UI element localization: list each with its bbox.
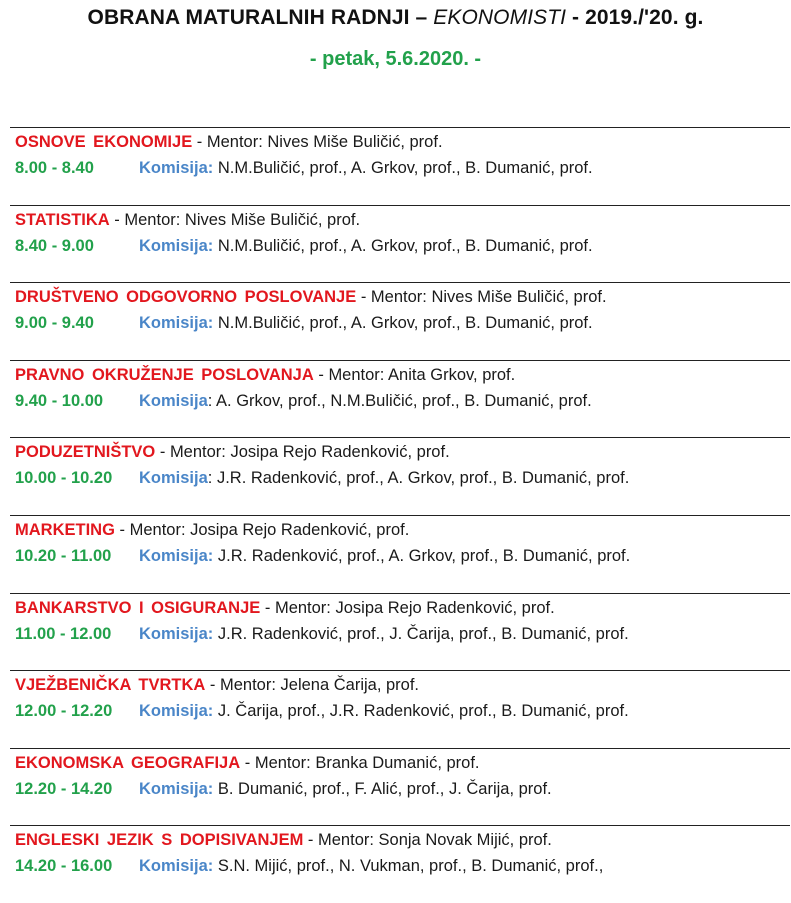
entry-heading: [15, 676, 419, 695]
entry-details: [15, 469, 629, 488]
separator: -: [313, 365, 329, 384]
title-italic: EKONOMISTI: [433, 6, 567, 29]
entry-details: [15, 159, 593, 178]
komisija-label: Komisija:: [139, 857, 214, 876]
separator: -: [109, 210, 125, 229]
subject-name: PODUZETNIŠTVO: [15, 443, 156, 462]
separator: -: [356, 288, 371, 307]
komisija-members: J.R. Radenković, prof., J. Čarija, prof., B. Dumanić, prof.: [213, 624, 629, 643]
separator: -: [303, 831, 319, 850]
entry-details: [15, 780, 552, 799]
schedule-entry: [10, 593, 790, 671]
subject-name: ENGLESKI JEZIK S DOPISIVANJEM: [15, 831, 304, 850]
entry-heading: [15, 521, 409, 540]
komisija-members: S.N. Mijić, prof., N. Vukman, prof., B. Dumanić, prof.,: [213, 857, 604, 876]
mentor-text: Mentor: Anita Grkov, prof.: [328, 365, 516, 384]
schedule-entry: [10, 670, 790, 748]
time-slot: 10.00 - 10.20: [15, 469, 113, 488]
time-slot: 11.00 - 12.00: [15, 624, 112, 643]
entry-heading: [15, 443, 450, 462]
komisija-members: J.R. Radenković, prof., A. Grkov, prof., B. Dumanić, prof.: [213, 546, 631, 565]
komisija-members: N.M.Buličić, prof., A. Grkov, prof., B. Dumanić, prof.: [213, 236, 593, 255]
schedule-entry: [10, 360, 790, 438]
entry-details: [15, 314, 593, 333]
schedule-entry: [10, 437, 790, 515]
separator: -: [114, 520, 130, 539]
mentor-text: Mentor: Nives Miše Buličić, prof.: [370, 288, 607, 307]
entry-heading: [15, 831, 552, 850]
entry-details: [15, 237, 593, 256]
komisija-label: Komisija:: [139, 236, 214, 255]
time-slot: 14.20 - 16.00: [15, 857, 113, 876]
subject-name: VJEŽBENIČKA TVRTKA: [15, 676, 206, 695]
komisija-label: Komisija:: [139, 624, 214, 643]
komisija-members: J. Čarija, prof., J.R. Radenković, prof., B. Dumanić, prof.: [213, 702, 629, 721]
subject-name: EKONOMSKA GEOGRAFIJA: [15, 753, 241, 772]
time-slot: 10.20 - 11.00: [15, 546, 112, 565]
schedule-entry: [10, 748, 790, 826]
subject-name: MARKETING: [15, 520, 115, 539]
mentor-text: Mentor: Josipa Rejo Radenković, prof.: [274, 598, 555, 617]
schedule-entry: [10, 127, 790, 205]
time-slot: 8.00 - 8.40: [15, 159, 94, 177]
page-title: [0, 6, 791, 30]
mentor-text: Mentor: Josipa Rejo Radenković, prof.: [169, 443, 450, 462]
schedule-entry: [10, 282, 790, 360]
separator: -: [155, 443, 170, 462]
komisija-label: Komisija:: [139, 314, 214, 333]
subject-name: PRAVNO OKRUŽENJE POSLOVANJA: [15, 365, 314, 384]
title-main: OBRANA MATURALNIH RADNJI –: [87, 6, 434, 29]
komisija-members: N.M.Buličić, prof., A. Grkov, prof., B. Dumanić, prof.: [213, 159, 593, 177]
komisija-members: B. Dumanić, prof., F. Alić, prof., J. Čarija, prof.: [213, 779, 552, 798]
entry-details: [15, 857, 603, 876]
komisija-label: Komisija:: [139, 702, 214, 721]
separator: -: [205, 676, 220, 695]
komisija-members: N.M.Buličić, prof., A. Grkov, prof., B. Dumanić, prof.: [213, 314, 593, 333]
komisija-label: Komisija: [139, 391, 208, 410]
entry-heading: [15, 288, 607, 307]
entry-heading: [15, 599, 555, 618]
schedule-entry: [10, 515, 790, 593]
subject-name: OSNOVE EKONOMIJE: [15, 133, 193, 151]
date-line: - petak, 5.6.2020. -: [309, 48, 482, 70]
time-slot: 9.40 - 10.00: [15, 391, 104, 410]
time-slot: 8.40 - 9.00: [15, 236, 94, 255]
mentor-text: Mentor: Jelena Čarija, prof.: [220, 676, 420, 695]
komisija-label: Komisija:: [139, 779, 214, 798]
time-slot: 9.00 - 9.40: [15, 314, 94, 333]
entry-details: [15, 702, 629, 721]
entry-heading: [15, 754, 480, 773]
subject-name: DRUŠTVENO ODGOVORNO POSLOVANJE: [15, 288, 357, 307]
schedule-entry: [10, 825, 790, 903]
entry-heading: [15, 366, 515, 385]
entry-heading: [15, 133, 443, 152]
time-slot: 12.20 - 14.20: [15, 779, 113, 798]
entry-details: [15, 392, 592, 411]
komisija-members: : A. Grkov, prof., N.M.Buličić, prof., B. Dumanić, prof.: [207, 391, 592, 410]
title-year: - 2019./'20. g.: [566, 6, 704, 29]
komisija-label: Komisija:: [139, 159, 214, 177]
mentor-text: Mentor: Nives Miše Buličić, prof.: [206, 133, 443, 151]
komisija-label: Komisija:: [139, 546, 214, 565]
entry-heading: [15, 211, 360, 230]
mentor-text: Mentor: Josipa Rejo Radenković, prof.: [129, 520, 410, 539]
schedule-entry: [10, 205, 790, 283]
mentor-text: Mentor: Sonja Novak Mijić, prof.: [318, 831, 552, 850]
komisija-members: : J.R. Radenković, prof., A. Grkov, prof., B. Dumanić, prof.: [207, 469, 630, 488]
komisija-label: Komisija: [139, 469, 208, 488]
time-slot: 12.00 - 12.20: [15, 702, 113, 721]
separator: -: [240, 753, 255, 772]
schedule-list: [10, 127, 790, 903]
subject-name: STATISTIKA: [15, 210, 110, 229]
mentor-text: Mentor: Nives Miše Buličić, prof.: [124, 210, 361, 229]
entry-details: [15, 547, 630, 566]
entry-details: [15, 625, 629, 644]
mentor-text: Mentor: Branka Dumanić, prof.: [254, 753, 480, 772]
separator: -: [192, 133, 207, 151]
separator: -: [260, 598, 275, 617]
subject-name: BANKARSTVO I OSIGURANJE: [15, 598, 261, 617]
